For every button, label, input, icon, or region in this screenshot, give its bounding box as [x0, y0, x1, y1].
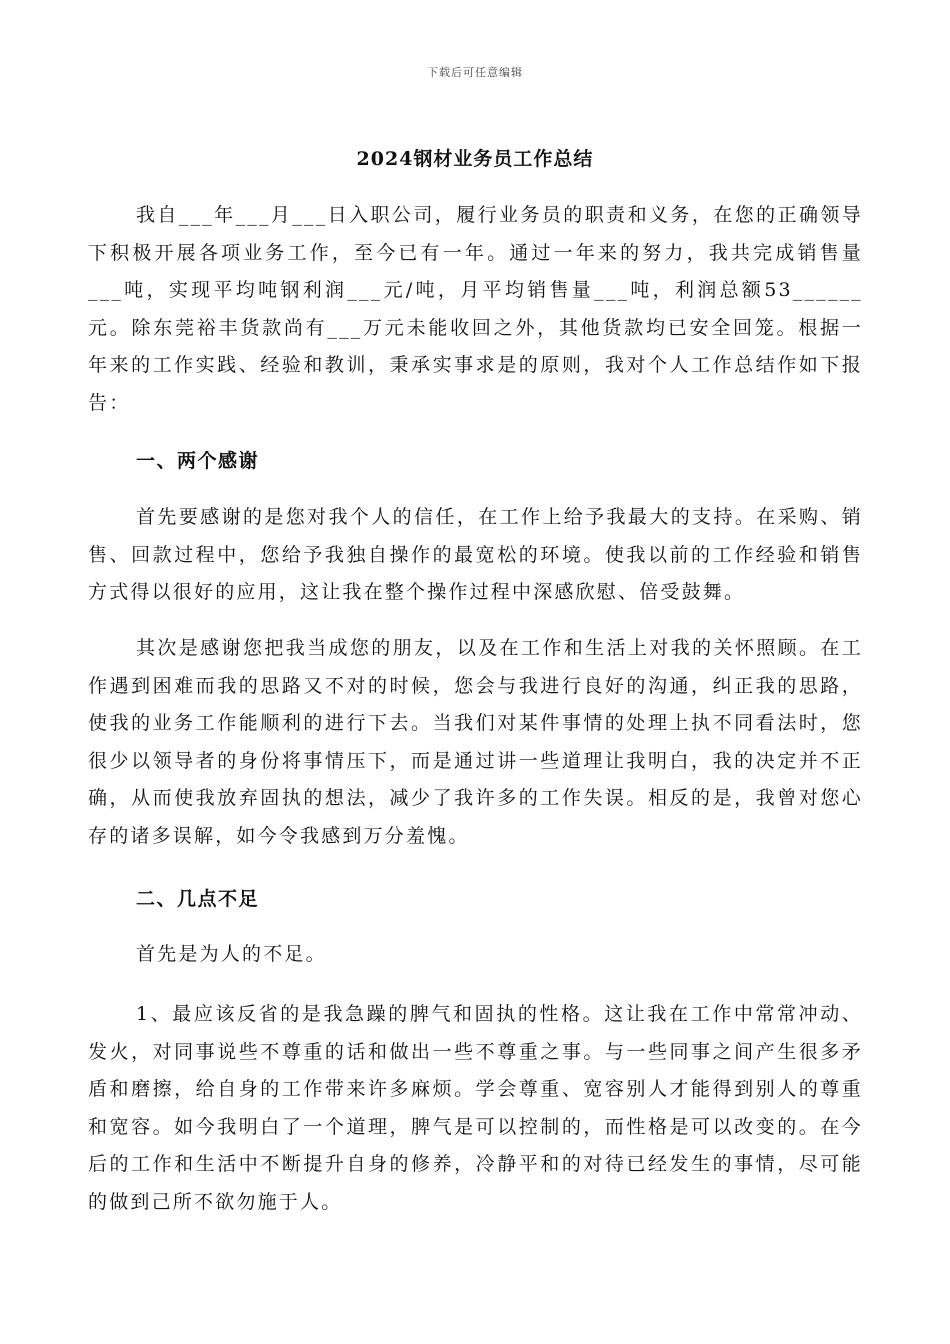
header-note: 下载后可任意编辑 — [427, 66, 523, 79]
intro-paragraph: 我自___年___月___日入职公司，履行业务员的职责和义务，在您的正确领导下积极开展各项业务工作，至今已有一年。通过一年来的努力，我共完成销售量___吨，实现平均吨钢利润___元/吨，月平均销售量___吨，利润总额53______元。除东莞裕丰货款尚有___万元未能收回之外，其他货款均已安全回笼。根据一年来的工作实践、经验和教训，秉承实事求是的原则，我对个人工作总结作如下报告： — [88, 204, 863, 414]
paragraph-thanks-2: 其次是感谢您把我当成您的朋友，以及在工作和生活上对我的关怀照顾。在工作遇到困难而我的思路又不对的时候，您会与我进行良好的沟通，纠正我的思路，使我的业务工作能顺利的进行下去。当我们对某件事情的处理上执不同看法时，您很少以领导者的身份将事情压下，而是通过讲一些道理让我明白，我的决定并不正确，从而使我放弃固执的想法，减少了我许多的工作失误。相反的是，我曾对您心存的诸多误解，如今令我感到万分羞愧。 — [88, 637, 863, 847]
section-heading-thanks: 一、两个感谢 — [136, 450, 260, 472]
document-title: 2024钢材业务员工作总结 — [356, 148, 594, 170]
paragraph-shortcomings-intro: 首先是为人的不足。 — [136, 943, 327, 965]
paragraph-shortcomings-1: 1、最应该反省的是我急躁的脾气和固执的性格。这让我在工作中常常冲动、发火，对同事说些不尊重的话和做出一些不尊重之事。与一些同事之间产生很多矛盾和磨擦，给自身的工作带来许多麻烦。学会尊重、宽容别人才能得到别人的尊重和宽容。如今我明白了一个道理，脾气是可以控制的，而性格是可以改变的。在今后的工作和生活中不断提升自身的修养，冷静平和的对待已经发生的事情，尽可能的做到己所不欲勿施于人。 — [88, 1003, 863, 1213]
section-heading-shortcomings: 二、几点不足 — [136, 888, 260, 910]
paragraph-thanks-1: 首先要感谢的是您对我个人的信任，在工作上给予我最大的支持。在采购、销售、回款过程中，您给予我独自操作的最宽松的环境。使我以前的工作经验和销售方式得以很好的应用，这让我在整个操作过程中深感欣慰、倍受鼓舞。 — [88, 506, 863, 603]
